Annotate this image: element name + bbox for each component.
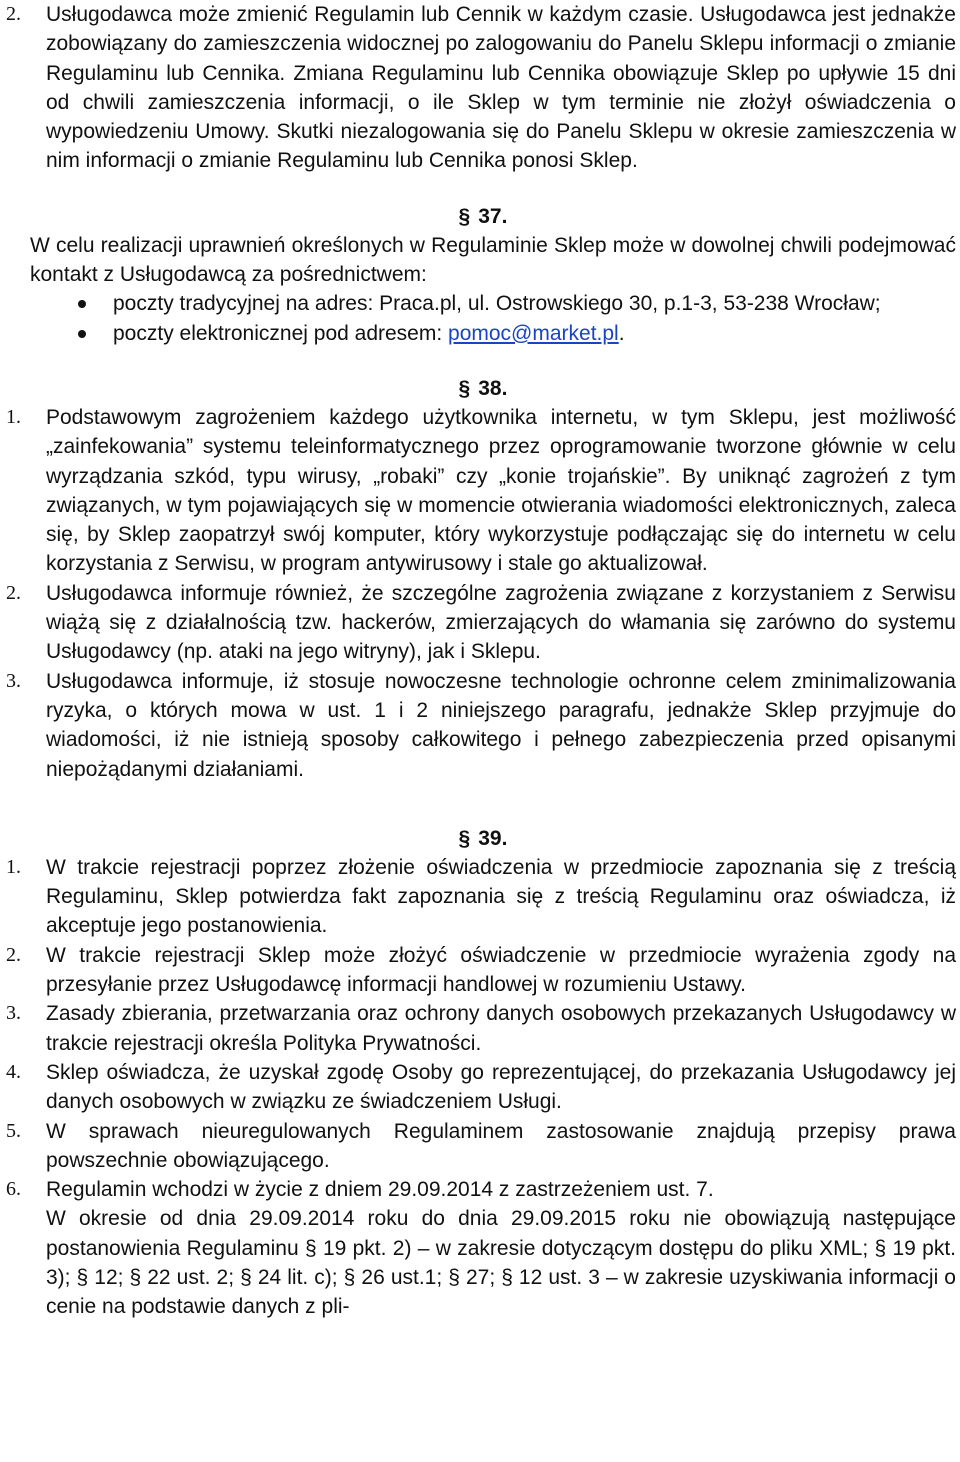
s39-item-6 [0, 1175, 960, 1204]
s39-item-4 [0, 1058, 960, 1117]
item-number: 6. [6, 1178, 21, 1201]
item-text: Sklep oświadcza, że uzyskał zgodę Osoby go reprezentującej, do przekazania Usługodawcy jej danych osobowych w związku ze świadczeniem Usługi. [46, 1060, 956, 1114]
section-number: 39. [478, 826, 508, 850]
item-number: 1. [6, 855, 21, 878]
item-text: Regulamin wchodzi w życie z dniem 29.09.2014 z zastrzeżeniem ust. 7. [46, 1178, 714, 1202]
item-text: Usługodawca może zmienić Regulamin lub Cennik w każdym czasie. Usługodawca jest jednakże zobowiązany do zamieszczenia widocznej po zalogowaniu do Panelu Sklepu informacji o zmianie Regulaminu lub Cennika. Zmiana Regulaminu lub Cennika obowiązuje Sklep po upływie 15 dni od chwili zamieszczenia informacji, o ile Sklep w tym terminie nie złożył oświadczenia o wypowiedzeniu Umowy. Skutki niezalogowania się do Panelu Sklepu w okresie zamieszczenia w nim informacji o zmianie Regulaminu lub Cennika ponosi Sklep. [46, 3, 956, 173]
s36-item-2 [0, 0, 960, 176]
bullet-text-prefix: poczty elektronicznej pod adresem: [113, 321, 449, 345]
item-text: W trakcie rejestracji poprzez złożenie oświadczenia w przedmiocie zapoznania się z treścią Regulaminu, Sklep potwierdza fakt zapoznania się z treścią Regulaminu oraz oświadcza, iż akceptuje jego postanowienia. [46, 855, 956, 938]
spacer [0, 784, 960, 824]
item-text: Usługodawca informuje, iż stosuje nowoczesne technologie ochronne celem zminimalizowania ryzyka, o których mowa w ust. 1 i 2 niniejszego paragrafu, jednakże Sklep przyjmuje do wiadomości, iż nie istnieją sposoby całkowitego i pełnego zabezpieczenia przed opisanymi niepożądanymi działaniami. [46, 669, 956, 781]
bullet-dot [78, 300, 86, 308]
s39-item-3 [0, 999, 960, 1058]
item-number: 4. [6, 1060, 21, 1083]
spacer [0, 176, 960, 202]
item-number: 3. [6, 1002, 21, 1025]
s39-item-5 [0, 1117, 960, 1176]
item-number: 3. [6, 669, 21, 692]
s37-bullet-email [0, 319, 960, 348]
s37-bullet-postal [0, 289, 960, 318]
item-number: 2. [6, 3, 21, 25]
s39-item-1 [0, 853, 960, 941]
email-link[interactable]: pomoc@market.pl [448, 321, 619, 345]
section-symbol: § [458, 376, 471, 400]
s38-item-3 [0, 667, 960, 784]
s38-item-1 [0, 403, 960, 579]
section-38-heading [0, 374, 960, 403]
section-symbol: § [458, 204, 471, 228]
item-number: 5. [6, 1119, 21, 1142]
item-text: Usługodawca informuje również, że szczególne zagrożenia związane z korzystaniem z Serwisu wiążą się z działalnością tzw. hackerów, zmierzających do włamania się zarówno do systemu Usługodawcy (np. ataki na jego witryny), jak i Sklepu. [46, 581, 956, 664]
bullet-dot [78, 330, 86, 338]
s39-item-6-continuation: W okresie od dnia 29.09.2014 roku do dnia 29.09.2015 roku nie obowiązują następujące postanowienia Regulaminu § 19 pkt. 2) – w zakresie dotyczącym dostępu do pliku XML; § 19 pkt. 3); § 12; § 22 ust. 2; § 24 lit. c); § 26 ust.1; § 27; § 12 ust. 3 – w zakresie uzyskiwania informacji o cenie na podstawie danych z pli- [46, 1207, 956, 1319]
item-text: Podstawowym zagrożeniem każdego użytkownika internetu, w tym Sklepu, jest możliwość „zainfekowania” systemu teleinformatycznego przez oprogramowanie tworzone głównie w celu wyrządzania szkód, typu wirusy, „robaki” czy „konie trojańskie”. By uniknąć zagrożeń z tym związanych, w tym pojawiających się w momencie otwierania wiadomości elektronicznych, zaleca się, by Sklep zaopatrzył swój komputer, który wykorzystuje podłączając się do internetu w celu korzystania z Serwisu, w program antywirusowy i stale go aktualizował. [46, 405, 956, 576]
item-text: W trakcie rejestracji Sklep może złożyć oświadczenie w przedmiocie wyrażenia zgody na przesyłanie przez Usługodawcę informacji handlowej w rozumieniu Ustawy. [46, 943, 956, 997]
section-39-heading [0, 824, 960, 853]
section-number: 38. [478, 376, 508, 400]
s39-item-2 [0, 941, 960, 1000]
section-37-heading [0, 202, 960, 231]
item-text: W sprawach nieuregulowanych Regulaminem zastosowanie znajdują przepisy prawa powszechnie obowiązującego. [46, 1119, 956, 1172]
s37-intro: W celu realizacji uprawnień określonych w Regulaminie Sklep może w dowolnej chwili podejmować kontakt z Usługodawcą za pośrednictwem: [30, 233, 956, 287]
section-number: 37. [478, 204, 508, 228]
item-number: 2. [6, 943, 21, 966]
bullet-text-suffix: . [618, 321, 625, 345]
bullet-text: poczty tradycyjnej na adres: Praca.pl, ul. Ostrowskiego 30, p.1-3, 53-238 Wrocław; [113, 292, 881, 316]
item-text: Zasady zbierania, przetwarzania oraz ochrony danych osobowych przekazanych Usługodawcy w trakcie rejestracji określa Polityka Prywatności. [46, 1002, 956, 1055]
s37-contact-list [0, 289, 960, 348]
item-number: 1. [6, 405, 21, 428]
section-symbol: § [458, 826, 471, 850]
s38-item-2 [0, 579, 960, 667]
item-number: 2. [6, 581, 21, 604]
spacer [0, 348, 960, 374]
